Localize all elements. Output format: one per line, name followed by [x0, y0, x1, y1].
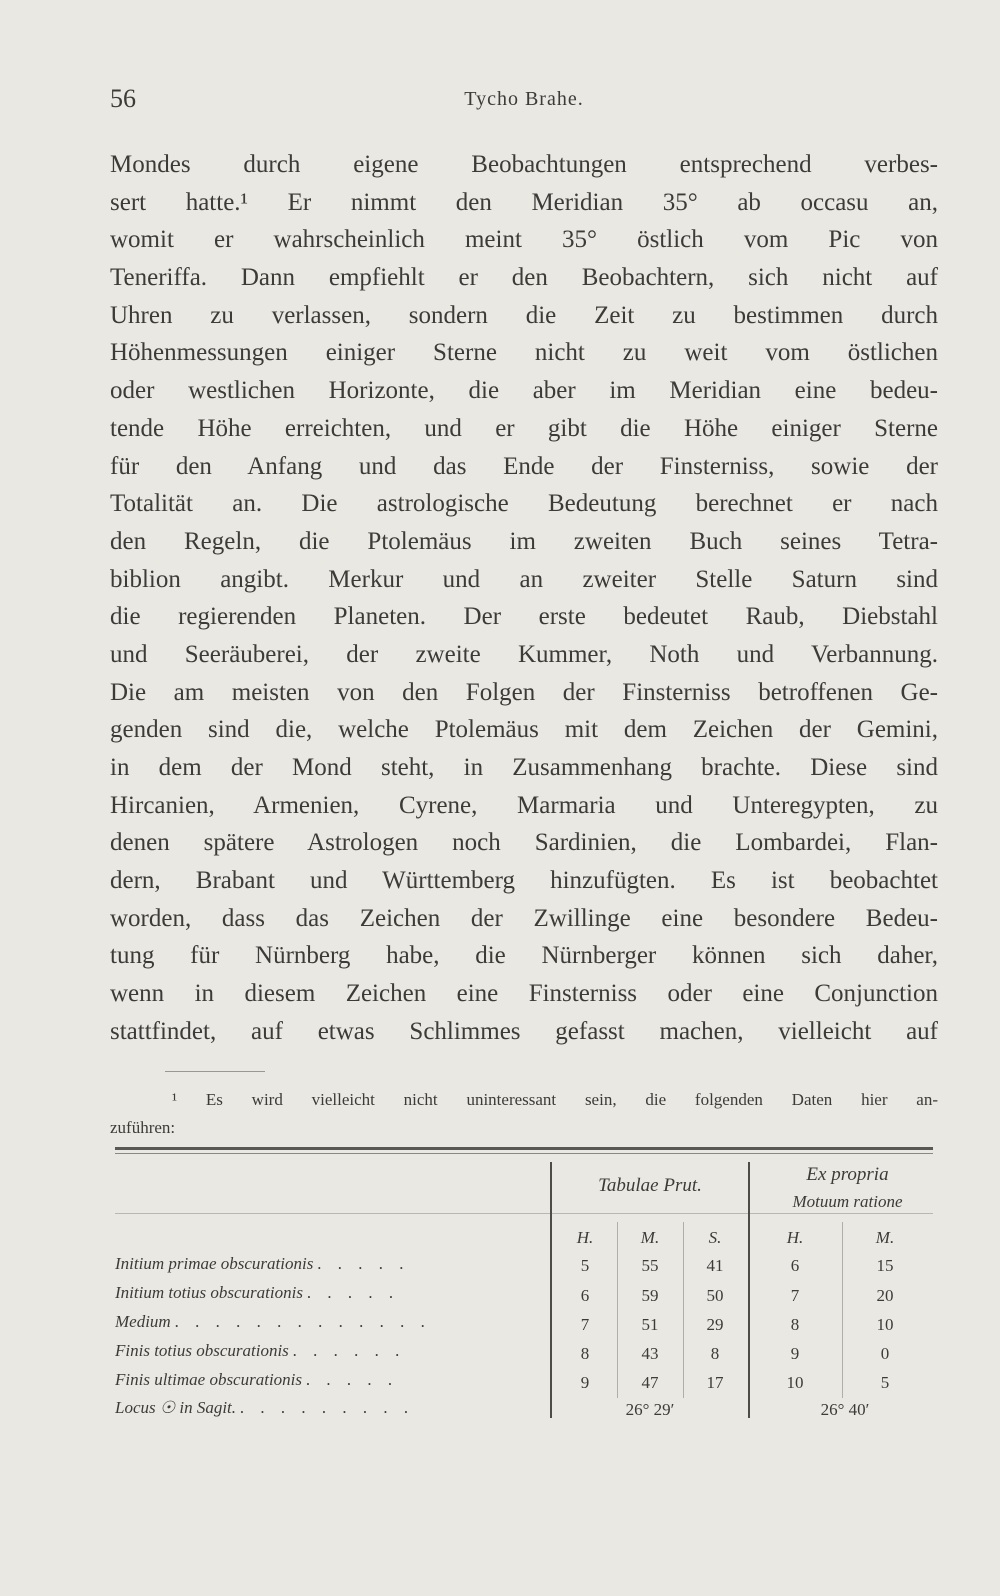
table-cell: 7 — [580, 1315, 590, 1334]
table-row-label — [115, 1398, 535, 1418]
table-cell: 6 — [580, 1286, 590, 1305]
table-cell: 20 — [876, 1286, 894, 1305]
column-divider — [550, 1162, 552, 1418]
leader-dots: . . . . . — [307, 1283, 400, 1302]
table-row-label — [115, 1370, 535, 1390]
col-header-m: M. — [875, 1228, 895, 1247]
table-cell: 8 — [710, 1344, 720, 1363]
table-cell: 50 — [706, 1286, 724, 1305]
text-line: worden, dass das Zeichen der Zwillinge eine besondere Bedeu- — [110, 904, 938, 932]
text-line: Höhenmessungen einiger Sterne nicht zu weit vom östlichen — [110, 339, 938, 367]
text-line: sert hatte.¹ Er nimmt den Meridian 35° ab occasu an, — [110, 188, 938, 216]
group-header-ex-propria: Ex propria — [806, 1164, 889, 1185]
leader-dots: . . . . . . — [293, 1341, 406, 1360]
page-header — [110, 84, 938, 124]
text-line: genden sind die, welche Ptolemäus mit dem Zeichen der Gemini, — [110, 716, 938, 744]
footnote — [110, 1086, 938, 1142]
text-line: Hircanien, Armenien, Cyrene, Marmaria und Unteregypten, zu — [110, 791, 938, 819]
text-line: Die am meisten von den Folgen der Finsterniss betroffenen Ge- — [110, 678, 938, 706]
row-label-text: Finis totius obscurationis — [115, 1341, 289, 1360]
table-cell: 0 — [880, 1344, 890, 1363]
table-cell: 29 — [706, 1315, 724, 1334]
table-cell: 43 — [641, 1344, 659, 1363]
table-row-label — [115, 1283, 535, 1303]
table-cell-merged: 26° 29′ — [625, 1400, 675, 1419]
table-cell: 51 — [641, 1315, 659, 1334]
running-head: Tycho Brahe. — [464, 88, 584, 110]
text-line: wenn in diesem Zeichen eine Finsterniss oder eine Conjunction — [110, 980, 938, 1008]
table-cell: 47 — [641, 1373, 659, 1392]
table-row-label — [115, 1341, 535, 1361]
text-line: denen spätere Astrologen noch Sardinien, die Lombardei, Flan- — [110, 829, 938, 857]
table-cell: 15 — [876, 1256, 894, 1275]
col-header-m: M. — [640, 1228, 660, 1247]
table-cell: 10 — [786, 1373, 804, 1392]
table-row-label — [115, 1312, 535, 1332]
table-cell: 7 — [790, 1286, 800, 1305]
text-line: in dem der Mond steht, in Zusammenhang brachte. Diese sind — [110, 754, 938, 781]
column-divider — [748, 1162, 750, 1418]
row-label-text: Initium primae obscurationis — [115, 1254, 314, 1273]
col-header-s: S. — [708, 1228, 722, 1247]
text-line: für den Anfang und das Ende der Finsterniss, sowie der — [110, 452, 938, 480]
col-header-h: H. — [786, 1228, 804, 1247]
table-cell: 17 — [706, 1373, 724, 1392]
text-line: Totalität an. Die astrologische Bedeutung berechnet er nach — [110, 490, 938, 518]
table-cell: 5 — [880, 1373, 890, 1392]
table-cell: 9 — [790, 1344, 800, 1363]
text-line: tende Höhe erreichten, und er gibt die Höhe einiger Sterne — [110, 414, 938, 442]
row-label-text: Medium — [115, 1312, 171, 1331]
column-divider-thin — [683, 1222, 684, 1398]
text-line: Uhren zu verlassen, sondern die Zeit zu bestimmen durch — [110, 301, 938, 329]
text-line: und Seeräuberei, der zweite Kummer, Noth und Verbannung. — [110, 640, 938, 668]
text-line: Mondes durch eigene Beobachtungen entsprechend verbes- — [110, 151, 938, 178]
leader-dots: . . . . . — [317, 1254, 410, 1273]
footnote-line: zuführen: — [110, 1118, 176, 1137]
table-cell: 41 — [706, 1256, 724, 1275]
page-number: 56 — [110, 84, 136, 113]
body-text — [110, 146, 938, 1051]
table-cell: 5 — [580, 1256, 590, 1275]
leader-dots: . . . . . . . . . . . . . — [174, 1312, 432, 1331]
table-cell: 10 — [876, 1315, 894, 1334]
text-line: stattfindet, auf etwas Schlimmes gefasst machen, vielleicht auf — [110, 1017, 938, 1045]
table-top-rule — [115, 1147, 933, 1150]
table-cell: 55 — [641, 1256, 659, 1275]
column-divider-thin — [842, 1222, 843, 1398]
column-divider-thin — [617, 1222, 618, 1398]
table-cell: 6 — [790, 1256, 800, 1275]
table-cell: 59 — [641, 1286, 659, 1305]
row-label-text: Finis ultimae obscurationis — [115, 1370, 302, 1389]
text-line: Teneriffa. Dann empfiehlt er den Beobachtern, sich nicht auf — [110, 264, 938, 292]
table-top-rule-thin — [115, 1153, 933, 1154]
table-cell: 8 — [580, 1344, 590, 1363]
text-line: dern, Brabant und Württemberg hinzufügten. Es ist beobachtet — [110, 867, 938, 895]
row-label-text: Initium totius obscurationis — [115, 1283, 303, 1302]
leader-dots: . . . . . — [306, 1370, 399, 1389]
text-line: die regierenden Planeten. Der erste bedeutet Raub, Diebstahl — [110, 603, 938, 631]
footnote-line: ¹ Es wird vielleicht nicht uninteressant sein, die folgenden Daten hier an- — [172, 1090, 938, 1109]
group-header-tabulae: Tabulae Prut. — [598, 1175, 702, 1196]
table-row-label — [115, 1254, 535, 1274]
text-line: tung für Nürnberg habe, die Nürnberger können sich daher, — [110, 942, 938, 970]
table-header-rule — [115, 1213, 933, 1214]
text-line: oder westlichen Horizonte, die aber im Meridian eine bedeu- — [110, 377, 938, 405]
text-line: womit er wahrscheinlich meint 35° östlich vom Pic von — [110, 226, 938, 254]
group-header-motuum: Motuum ratione — [792, 1192, 903, 1211]
table-cell-merged: 26° 40′ — [820, 1400, 870, 1419]
text-line: biblion angibt. Merkur und an zweiter Stelle Saturn sind — [110, 565, 938, 593]
row-label-text: Locus ☉ in Sagit. — [115, 1398, 237, 1417]
leader-dots: . . . . . . . . . — [240, 1398, 415, 1417]
footnote-separator — [165, 1071, 265, 1072]
col-header-h: H. — [576, 1228, 594, 1247]
text-line: den Regeln, die Ptolemäus im zweiten Buch seines Tetra- — [110, 527, 938, 555]
table-cell: 9 — [580, 1373, 590, 1392]
table-cell: 8 — [790, 1315, 800, 1334]
